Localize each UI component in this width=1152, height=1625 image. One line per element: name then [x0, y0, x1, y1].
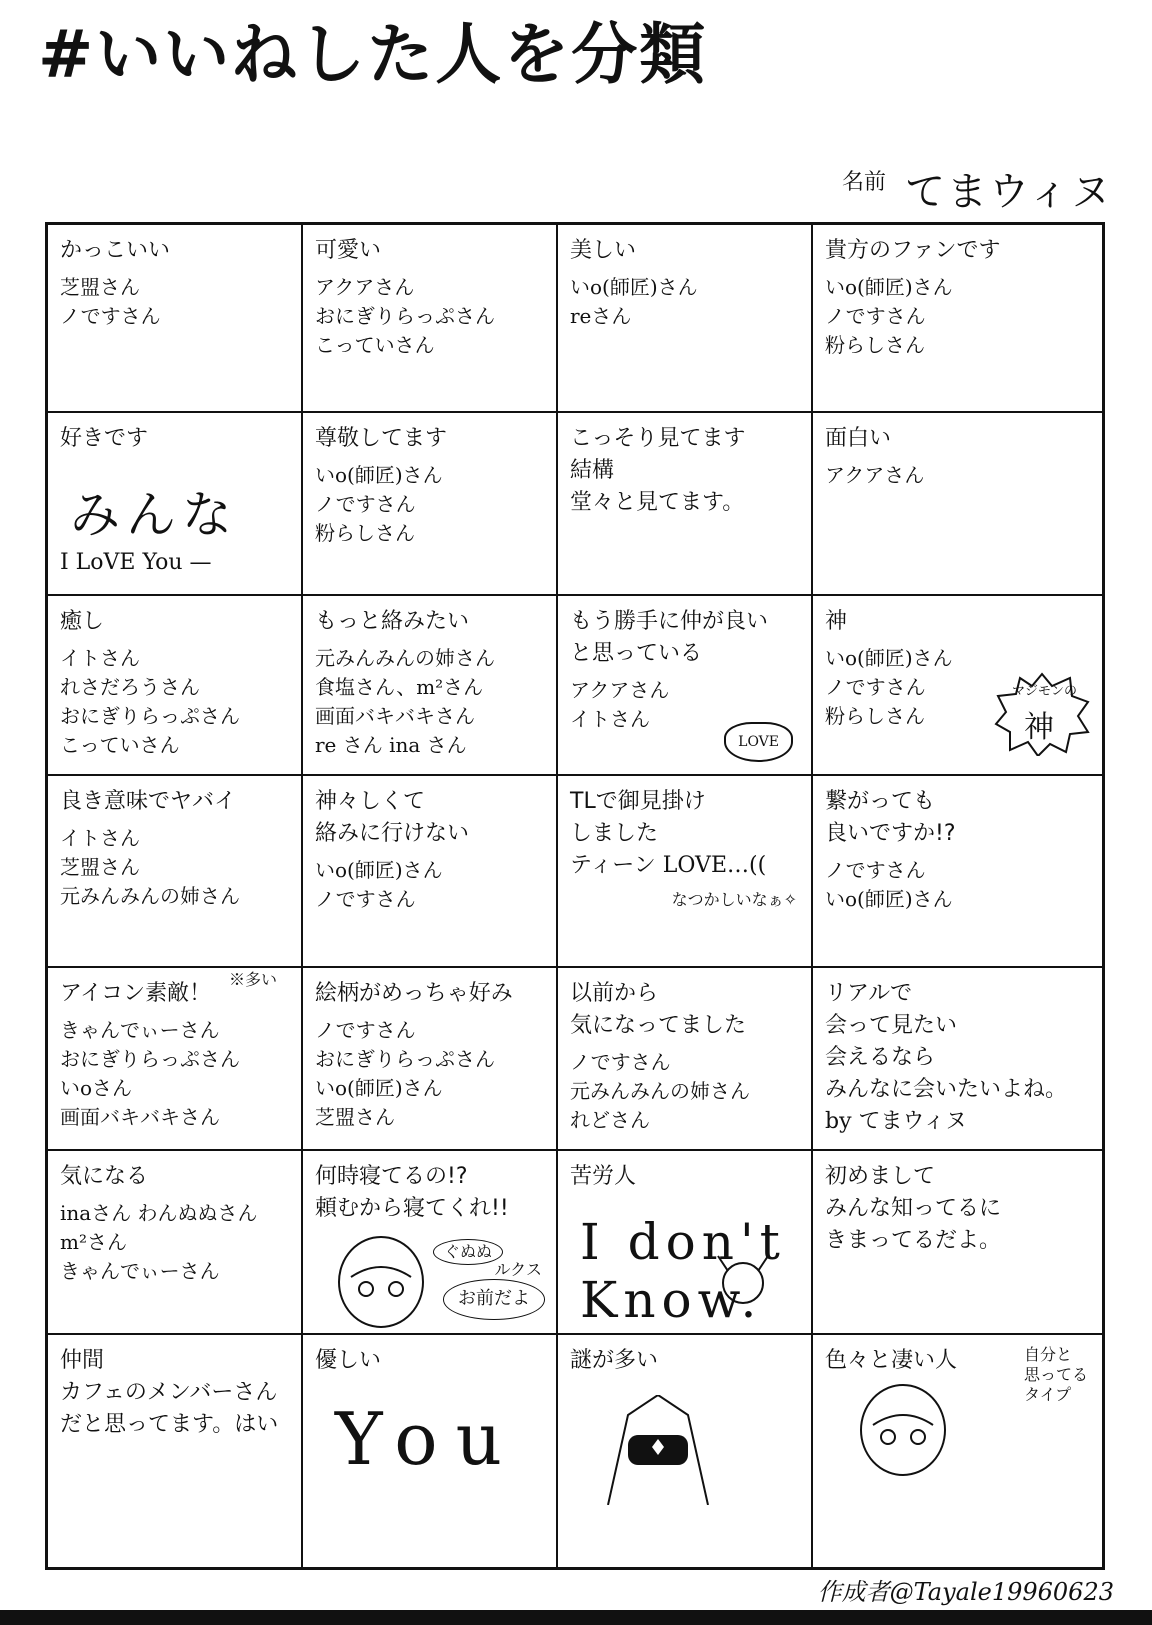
name-entry: れさだろうさん [60, 674, 200, 699]
name-entry: きゃんでぃーさん [60, 1017, 220, 1042]
name-entry: いo(師匠)さん [825, 645, 953, 670]
burst-badge [994, 672, 1090, 756]
category-label: もう勝手に仲が良い と思っている [570, 609, 769, 666]
name-entry: ノですさん [315, 1017, 416, 1042]
speech-bubble: お前だよ [443, 1279, 545, 1320]
name-entry: きゃんでぃーさん [60, 1258, 220, 1283]
grid-cell [303, 596, 558, 776]
grid-cell [303, 968, 558, 1151]
name-entry: reさん [570, 303, 632, 328]
names-list [60, 1016, 289, 1132]
names-list [60, 644, 289, 760]
category-label: TLで御見掛け しました [570, 789, 706, 846]
name-entry: いoさん [60, 1075, 133, 1100]
name-entry: イトさん [60, 825, 140, 850]
name-entry: ノですさん [60, 303, 161, 328]
doodle-sketch [843, 1375, 963, 1485]
category-label: 苦労人 [570, 1164, 637, 1189]
name-entry: ノですさん [315, 491, 416, 516]
category-label: 仲間 [60, 1348, 105, 1373]
category-label: 初めまして [825, 1164, 936, 1189]
name-entry: いo(師匠)さん [315, 857, 443, 882]
category-label: 面白い [825, 426, 892, 451]
grid-cell [558, 225, 813, 413]
credit-signature: 作成者@Tayale19960623 [817, 1578, 1114, 1606]
name-entry: ノですさん [570, 1049, 671, 1074]
doodle-sketch [321, 1227, 441, 1335]
names-list [825, 461, 1090, 490]
grid-cell [48, 596, 303, 776]
category-label: 気になる [60, 1164, 149, 1189]
name-entry: アクアさん [315, 274, 415, 299]
name-entry: 元みんみんの姉さん [315, 645, 495, 670]
name-entry: ノですさん [825, 674, 926, 699]
grid-cell [558, 413, 813, 596]
names-list [825, 273, 1090, 360]
doodle-sketch [708, 1251, 778, 1311]
handwritten-note: みんな知ってるに きまってるだよ。 [825, 1195, 1002, 1253]
grid-cell [48, 776, 303, 968]
grid-cell [303, 413, 558, 596]
category-label: 良き意味でヤバイ [60, 789, 237, 814]
grid-cell [558, 1335, 813, 1567]
names-list [315, 1016, 544, 1132]
name-entry: re さん ina さん [315, 732, 467, 757]
category-label: 貴方のファンです [825, 238, 1001, 263]
burst-small-text: マジモンの [1012, 684, 1078, 699]
name-entry: ノですさん [825, 303, 926, 328]
handwritten-note: I LoVE You — [60, 549, 212, 575]
love-heart-badge: LOVE [724, 722, 793, 762]
name-entry: 食塩さん、m²さん [315, 674, 484, 699]
name-entry: 画面バキバキさん [60, 1104, 220, 1129]
handwritten-note: 会えるなら みんなに会いたいよね。 by てまウィヌ [825, 1044, 1068, 1134]
name-entry: アクアさん [825, 462, 925, 487]
category-label: 好きです [60, 426, 149, 451]
name-entry: 芝盟さん [60, 854, 140, 879]
category-label: 神 [825, 609, 848, 634]
grid-cell [48, 968, 303, 1151]
handwritten-big-text: みんな [70, 485, 238, 544]
grid-cell [813, 413, 1102, 596]
burst-big-text: 神 [1024, 710, 1054, 745]
names-list [825, 856, 1090, 914]
category-label: 優しい [315, 1348, 382, 1373]
name-entry: 粉らしさん [315, 520, 415, 545]
grid-cell [813, 596, 1102, 776]
name-entry: おにぎりらっぷさん [60, 1046, 240, 1071]
corner-note: ※多い [228, 970, 277, 989]
handwritten-big-text: You [335, 1396, 520, 1481]
names-list [570, 1048, 799, 1135]
name-entry: 元みんみんの姉さん [60, 883, 240, 908]
name-entry: ノですさん [315, 886, 416, 911]
name-entry: m²さん [60, 1229, 127, 1254]
category-label: 何時寝てるの!? 頼むから寝てくれ!! [315, 1164, 509, 1221]
name-label: 名前 [842, 170, 887, 195]
grid-cell [558, 776, 813, 968]
name-entry: ノですさん [825, 857, 926, 882]
name-entry: いo(師匠)さん [315, 1075, 443, 1100]
speech-bubble: ぐぬぬ [433, 1239, 503, 1265]
name-entry: 元みんみんの姉さん [570, 1078, 750, 1103]
grid-cell [558, 596, 813, 776]
name-entry: おにぎりらっぷさん [315, 1046, 495, 1071]
name-entry: れどさん [570, 1107, 650, 1132]
name-entry: こっていさん [315, 332, 435, 357]
names-list [315, 273, 544, 360]
grid-cell [48, 1151, 303, 1335]
name-entry: イトさん [60, 645, 140, 670]
name-entry: inaさん わんぬぬさん [60, 1200, 258, 1225]
grid-cell [48, 413, 303, 596]
category-label: 絵柄がめっちゃ好み [315, 981, 513, 1006]
names-list [315, 461, 544, 548]
category-label: こっそり見てます [570, 426, 746, 451]
category-label: 色々と凄い人 [825, 1348, 958, 1373]
name-entry: 粉らしさん [825, 703, 925, 728]
name-entry: イトさん [570, 706, 650, 731]
side-note: なつかしいなぁ✧ [671, 890, 797, 909]
category-label: 尊敬してます [315, 426, 448, 451]
category-label: 癒し [60, 609, 105, 634]
handwritten-big-text: I don't Know. [580, 1212, 786, 1329]
classification-grid [45, 222, 1105, 1570]
grid-cell [303, 776, 558, 968]
category-label: リアルで 会って見たい [825, 981, 958, 1038]
page-title: #いいねした人を分類 [38, 16, 708, 93]
category-label: 可愛い [315, 238, 382, 263]
name-entry: おにぎりらっぷさん [60, 703, 240, 728]
doodle-sketch [598, 1395, 718, 1505]
category-label: 繋がっても 良いですか!? [825, 789, 956, 846]
grid-cell [813, 225, 1102, 413]
grid-cell [303, 1335, 558, 1567]
name-entry: 粉らしさん [825, 332, 925, 357]
grid-cell [558, 968, 813, 1151]
category-label: もっと絡みたい [315, 609, 470, 634]
grid-cell [558, 1151, 813, 1335]
name-entry: いo(師匠)さん [570, 274, 698, 299]
name-value: てまウィヌ [905, 169, 1113, 215]
name-entry: 芝盟さん [60, 274, 140, 299]
category-label: 美しい [570, 238, 637, 263]
category-label: かっこいい [60, 238, 171, 263]
category-label: 神々しくて 絡みに行けない [315, 789, 470, 846]
name-entry: おにぎりらっぷさん [315, 303, 495, 328]
category-label: 以前から 気になってました [570, 981, 747, 1038]
name-entry: アクアさん [570, 677, 670, 702]
handwritten-note: カフェのメンバーさん だと思ってます。はい [60, 1379, 279, 1437]
grid-cell [813, 776, 1102, 968]
grid-cell [48, 225, 303, 413]
names-list [60, 273, 289, 331]
name-entry: いo(師匠)さん [825, 886, 953, 911]
grid-cell [813, 1151, 1102, 1335]
grid-cell [813, 1335, 1102, 1567]
name-entry: 画面バキバキさん [315, 703, 475, 728]
name-entry: 芝盟さん [315, 1104, 395, 1129]
bottom-bar [0, 1610, 1152, 1625]
names-list [315, 856, 544, 914]
grid-cell [48, 1335, 303, 1567]
side-note: ルクス [494, 1260, 542, 1280]
grid-cell [303, 225, 558, 413]
names-list [315, 644, 544, 760]
handwritten-note: 結構 堂々と見てます。 [570, 457, 745, 515]
name-entry: いo(師匠)さん [315, 462, 443, 487]
names-list [570, 273, 799, 331]
name-entry: こっていさん [60, 732, 180, 757]
category-label: 謎が多い [570, 1348, 659, 1373]
side-note: 自分と 思ってる タイプ [1023, 1345, 1088, 1404]
names-list [60, 1199, 289, 1286]
handwritten-note: ティーン LOVE…(( [570, 852, 767, 878]
name-entry: いo(師匠)さん [825, 274, 953, 299]
grid-cell [303, 1151, 558, 1335]
category-label: アイコン素敵！ [60, 981, 212, 1006]
names-list [60, 824, 289, 911]
grid-cell [813, 968, 1102, 1151]
